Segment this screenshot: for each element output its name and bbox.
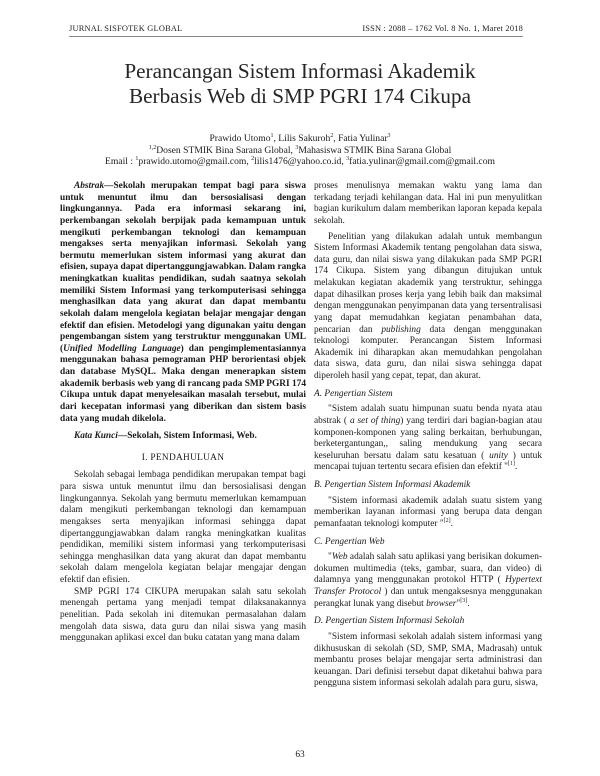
abstract-label: Abstrak [74,181,105,191]
abstract [60,181,306,425]
subsection-c-italic-2: Hypertext Transfer Protocol [314,575,542,597]
subsection-d-text: "Sistem informasi sekolah adalah sistem informasi yang dikhususkan di sekolah (SD, SMP, SMA, Madrasah) untuk membantu proses belajar mengajar serta administrasi dan keuangan. Dari definisi tersebut dapat diketahui bahwa para pengguna sistem informasi sekolah adalah para guru, siswa, [314,631,542,689]
subsection-a-part-1: "Sistem adalah suatu himpunan suatu benda nyata atau abstrak ( [314,404,542,426]
email-label: Email : [105,156,136,168]
keywords-label: Kata Kunci [74,431,118,442]
research-text-2: data dengan menggunakan teknologi komputer. Perancangan Sistem Informasi Akademik ini diharapkan akan memudahkan pengolahan data siswa, data guru, dan nilai siswa sehingga dapat diperoleh hasil yang cepat, tepat, dan akurat. [314,324,542,381]
emails [60,156,540,168]
subsection-c-end: . [467,598,470,609]
research-paragraph [314,232,542,383]
subsection-b-heading: B. Pengertian Sistem Informasi Akademik [314,480,471,490]
email-sup-3: 3 [346,156,350,162]
keywords-text: —Sekolah, Sistem Informasi, Web. [117,431,257,442]
author-3-sup: 3 [387,132,391,139]
subsection-a-part-2: ) yang terdiri dari bagian-bagian atau komponen-komponen yang saling berkaitan, berhubungan, berketergantungan,, saling mendukung yang secara keseluruhan bersatu dalam satu kesatuan ( [314,415,543,461]
subsection-c-text [314,552,542,610]
title-line-2: Berbasis Web di SMP PGRI 174 Cikupa [128,84,472,108]
title-line-1: Perancangan Sistem Informasi Akademik [124,59,476,83]
author-1: Prawido Utomo [209,133,271,144]
subsection-c-part-4: " [456,598,461,609]
abstract-text-2: ) dan pengimplementasiannya menggunakan bahasa pemograman PHP berorientasi objek dan database MySQL. Maka dengan menerapkan sistem akademik berbasis web yang di rancang pada SMP PGRI 174 Cikupa untuk dapat menyelesaikan masalah tersebut, mulai dari kecepatan informasi yang diberikan dan sistem basis data yang mudah dikelola. [60,343,306,424]
issn-volume: ISSN : 2088 – 1762 Vol. 8 No. 1, Maret 2018 [362,24,523,33]
section-heading-pendahuluan: I. PENDAHULUAN [141,452,225,463]
author-2: , Lilis Sakuroh [273,133,331,144]
subsection-a-italic-1: a set of thing [349,415,401,426]
intro-paragraph-2: SMP PGRI 174 CIKUPA merupakan salah satu sekolah menengah pertama yang menjadi tempat dilaksanakannya penelitian. Pada sekolah ini ditemukan permasalahan dalam mengolah data siswa, data guru dan nilai siswa yang masih menggunakan aplikasi excel dan buku catatan yang mana dalam [60,586,306,644]
subsection-c-italic-1: Web [331,552,348,563]
intro-paragraph-continued: proses menulisnya memakan waktu yang lama dan terkadang terjadi kehilangan data. Hal ini pun menyulitkan bagian kurikulum dalam memberikan laporan kepada kepala sekolah. [314,181,542,226]
citation-1: [1] [507,461,515,468]
header-divider [69,36,523,37]
affiliation-student: Mahasiswa STMIK Bina Sarana Global [298,144,452,156]
abstract-text-1: —Sekolah merupakan tempat bagi para siswa untuk menuntut ilmu dan bersosialisasi dengan lingkungannya. Pada era informasi sekarang ini, perkembangan sekolah berpijak pada kemampuan untuk mengikuti perkembangan teknologi dan kemampuan mengakses serta menyajikan informasi. Sekolah yang bermutu memerlukan sistem informasi yang akurat dan efisien, supaya dapat dipertanggungjawabkan. Dalam rangka meningkatkan kualitas pendidikan, sudah saatnya sekolah memiliki Sistem Informasi yang terkomputerisasi sehingga menghasilkan data yang akurat dan dapat membantu sekolah dalam mengelola kegiatan belajar mengajar dengan efektif dan efisien. Metodelogi yang digunakan yaitu dengan pengembangan sistem yang terstruktur menggunakan UML ( [60,181,306,354]
author-block [60,133,540,168]
subsection-c-heading: C. Pengertian Web [314,536,385,547]
author-3: , Fatia Yulinar [333,133,388,144]
citation-3: [3] [460,597,468,604]
affiliation-lecturer: Dosen STMIK Bina Sarana Global, [156,144,296,156]
research-publishing: publishing [381,324,421,335]
citation-2: [2] [443,517,451,524]
affiliations [60,145,540,157]
left-column [60,181,306,645]
paper-title [60,59,540,109]
right-column [314,181,542,690]
subsection-a-text [314,404,542,474]
author-2-sup: 2 [330,132,334,139]
subsection-a-italic-2: unity [489,450,508,461]
author-names [60,133,540,145]
subsection-a-end: . [514,462,518,473]
author-1-sup: 1 [270,132,274,139]
research-text-1: Penelitian yang dilakukan adalah untuk membangun Sistem Informasi Akademik tentang pengolahan data siswa, data guru, dan nilai siswa yang dilakukan pada SMP PGRI 174 Cikupa. Sistem yang dibangun ditujukan untuk melakukan kegiatan akademik yang terstruktur, sehingga dapat dihasilkan proses kerja yang lebih baik dan maksimal dengan menggunakan penyimpanan data yang tersentralisasi yang dapat memudahkan kegiatan penambahan data, pencarian dan [314,231,542,335]
subsection-b-text [314,496,542,531]
email-sup-2: 2 [251,156,255,162]
intro-paragraph-1: Sekolah sebagai lembaga pendidikan merupakan tempat bagi para siswa untuk menuntut ilmu dan bersosialisasi dengan lingkungannya. Sekolah yang bermutu memerlukan kemampuan dalam mengikuti perkembangan teknologi dan kemampuan mengakses serta menyajikan informasi sehingga dapat dipertanggungjawabkan dalam rangka meningkatkan kualitas pendidikan, memiliki sistem informasi yang terkomputerisasi sehingga menghasilkan data yang akurat dan dapat membantu sekolah dalam mengelola kegiatan belajar mengajar dengan efektif dan efisien. [60,470,306,585]
journal-name: JURNAL SISFOTEK GLOBAL [69,24,183,33]
subsection-b-part: "Sistem informasi akademik adalah suatu sistem yang memberikan layanan informasi yang berupa data dengan pemanfaatan teknologi komputer " [314,495,542,529]
subsection-c-italic-3: browser [426,598,457,609]
keywords [60,431,306,443]
email-3: fatia.yulinar@gmail.com@gmail.com [349,156,495,168]
subsection-d-heading: D. Pengertian Sistem Informasi Sekolah [314,616,465,627]
email-2: lilis1476@yahoo.co.id, [254,156,347,168]
abstract-uml: Unified Modelling Language [63,343,181,354]
subsection-c-part-2: adalah salah satu aplikasi yang berisikan dokumen-dokumen multimedia (teks, gambar, suara, dan video) di dalamnya yang menggunakan protokol HTTP ( [314,552,542,586]
aff-sup-3: 3 [295,144,299,151]
subsection-a-part-3: ) untuk mencapai tujuan tertentu secara efisien dan efektif " [314,450,542,473]
subsection-c-part-1: " [328,552,332,563]
subsection-c-part-3: ) dan untuk mengaksesnya menggunakan perangkat lunak yang disebut [314,587,542,609]
subsection-b-end: . [450,518,453,529]
subsection-a-heading: A. Pengertian Sistem [314,388,393,399]
aff-sup-12: 1,2 [148,144,157,151]
page-number: 63 [295,750,305,760]
email-sup-1: 1 [135,156,139,162]
email-1: prawido.utomo@gmail.com, [138,156,252,168]
